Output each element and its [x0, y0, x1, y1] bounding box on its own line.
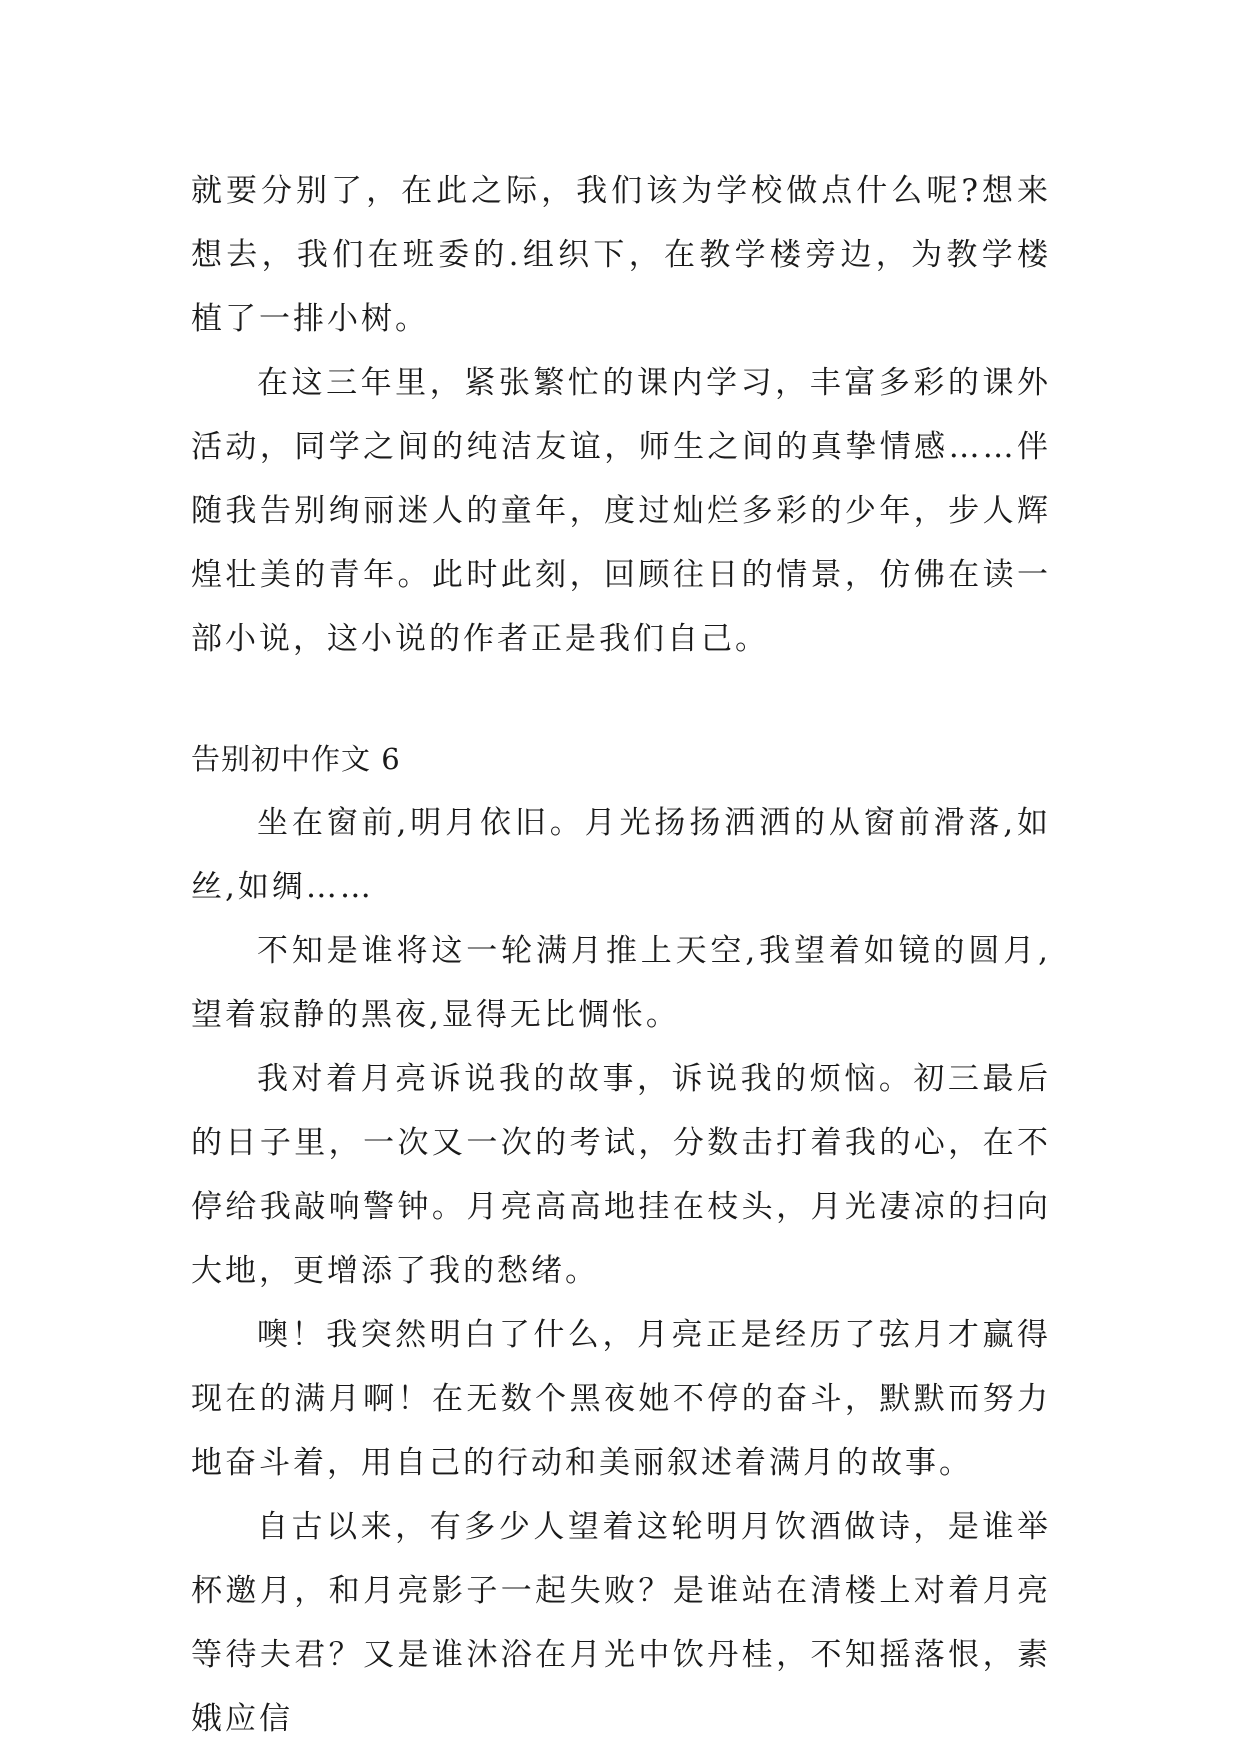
paragraph: 坐在窗前,明月依旧。月光扬扬洒洒的从窗前滑落,如丝,如绸…… — [191, 805, 1051, 905]
section-spacer — [191, 671, 1051, 727]
paragraph: 我对着月亮诉说我的故事，诉说我的烦恼。初三最后的日子里，一次又一次的考试，分数击打着我的心，在不停给我敲响警钟。月亮高高地挂在枝头，月光凄凉的扫向大地，更增添了我的愁绪。 — [191, 1061, 1051, 1289]
paragraph: 不知是谁将这一轮满月推上天空,我望着如镜的圆月,望着寂静的黑夜,显得无比惆怅。 — [191, 933, 1051, 1033]
document-body — [191, 159, 1051, 1751]
paragraph: 噢！我突然明白了什么，月亮正是经历了弦月才赢得现在的满月啊！在无数个黑夜她不停的奋斗，默默而努力地奋斗着，用自己的行动和美丽叙述着满月的故事。 — [191, 1317, 1051, 1481]
paragraph: 在这三年里，紧张繁忙的课内学习，丰富多彩的课外活动，同学之间的纯洁友谊，师生之间的真挚情感……伴随我告别绚丽迷人的童年，度过灿烂多彩的少年，步人辉煌壮美的青年。此时此刻，回顾往日的情景，仿佛在读一部小说，这小说的作者正是我们自己。 — [191, 365, 1051, 657]
paragraph: 自古以来，有多少人望着这轮明月饮酒做诗，是谁举杯邀月，和月亮影子一起失败？是谁站在清楼上对着月亮等待夫君？又是谁沐浴在月光中饮丹桂，不知摇落恨，素娥应信 — [191, 1509, 1051, 1737]
section-title: 告别初中作文 6 — [191, 742, 401, 776]
paragraph: 就要分别了，在此之际，我们该为学校做点什么呢?想来想去，我们在班委的.组织下，在教学楼旁边，为教学楼植了一排小树。 — [191, 173, 1051, 337]
